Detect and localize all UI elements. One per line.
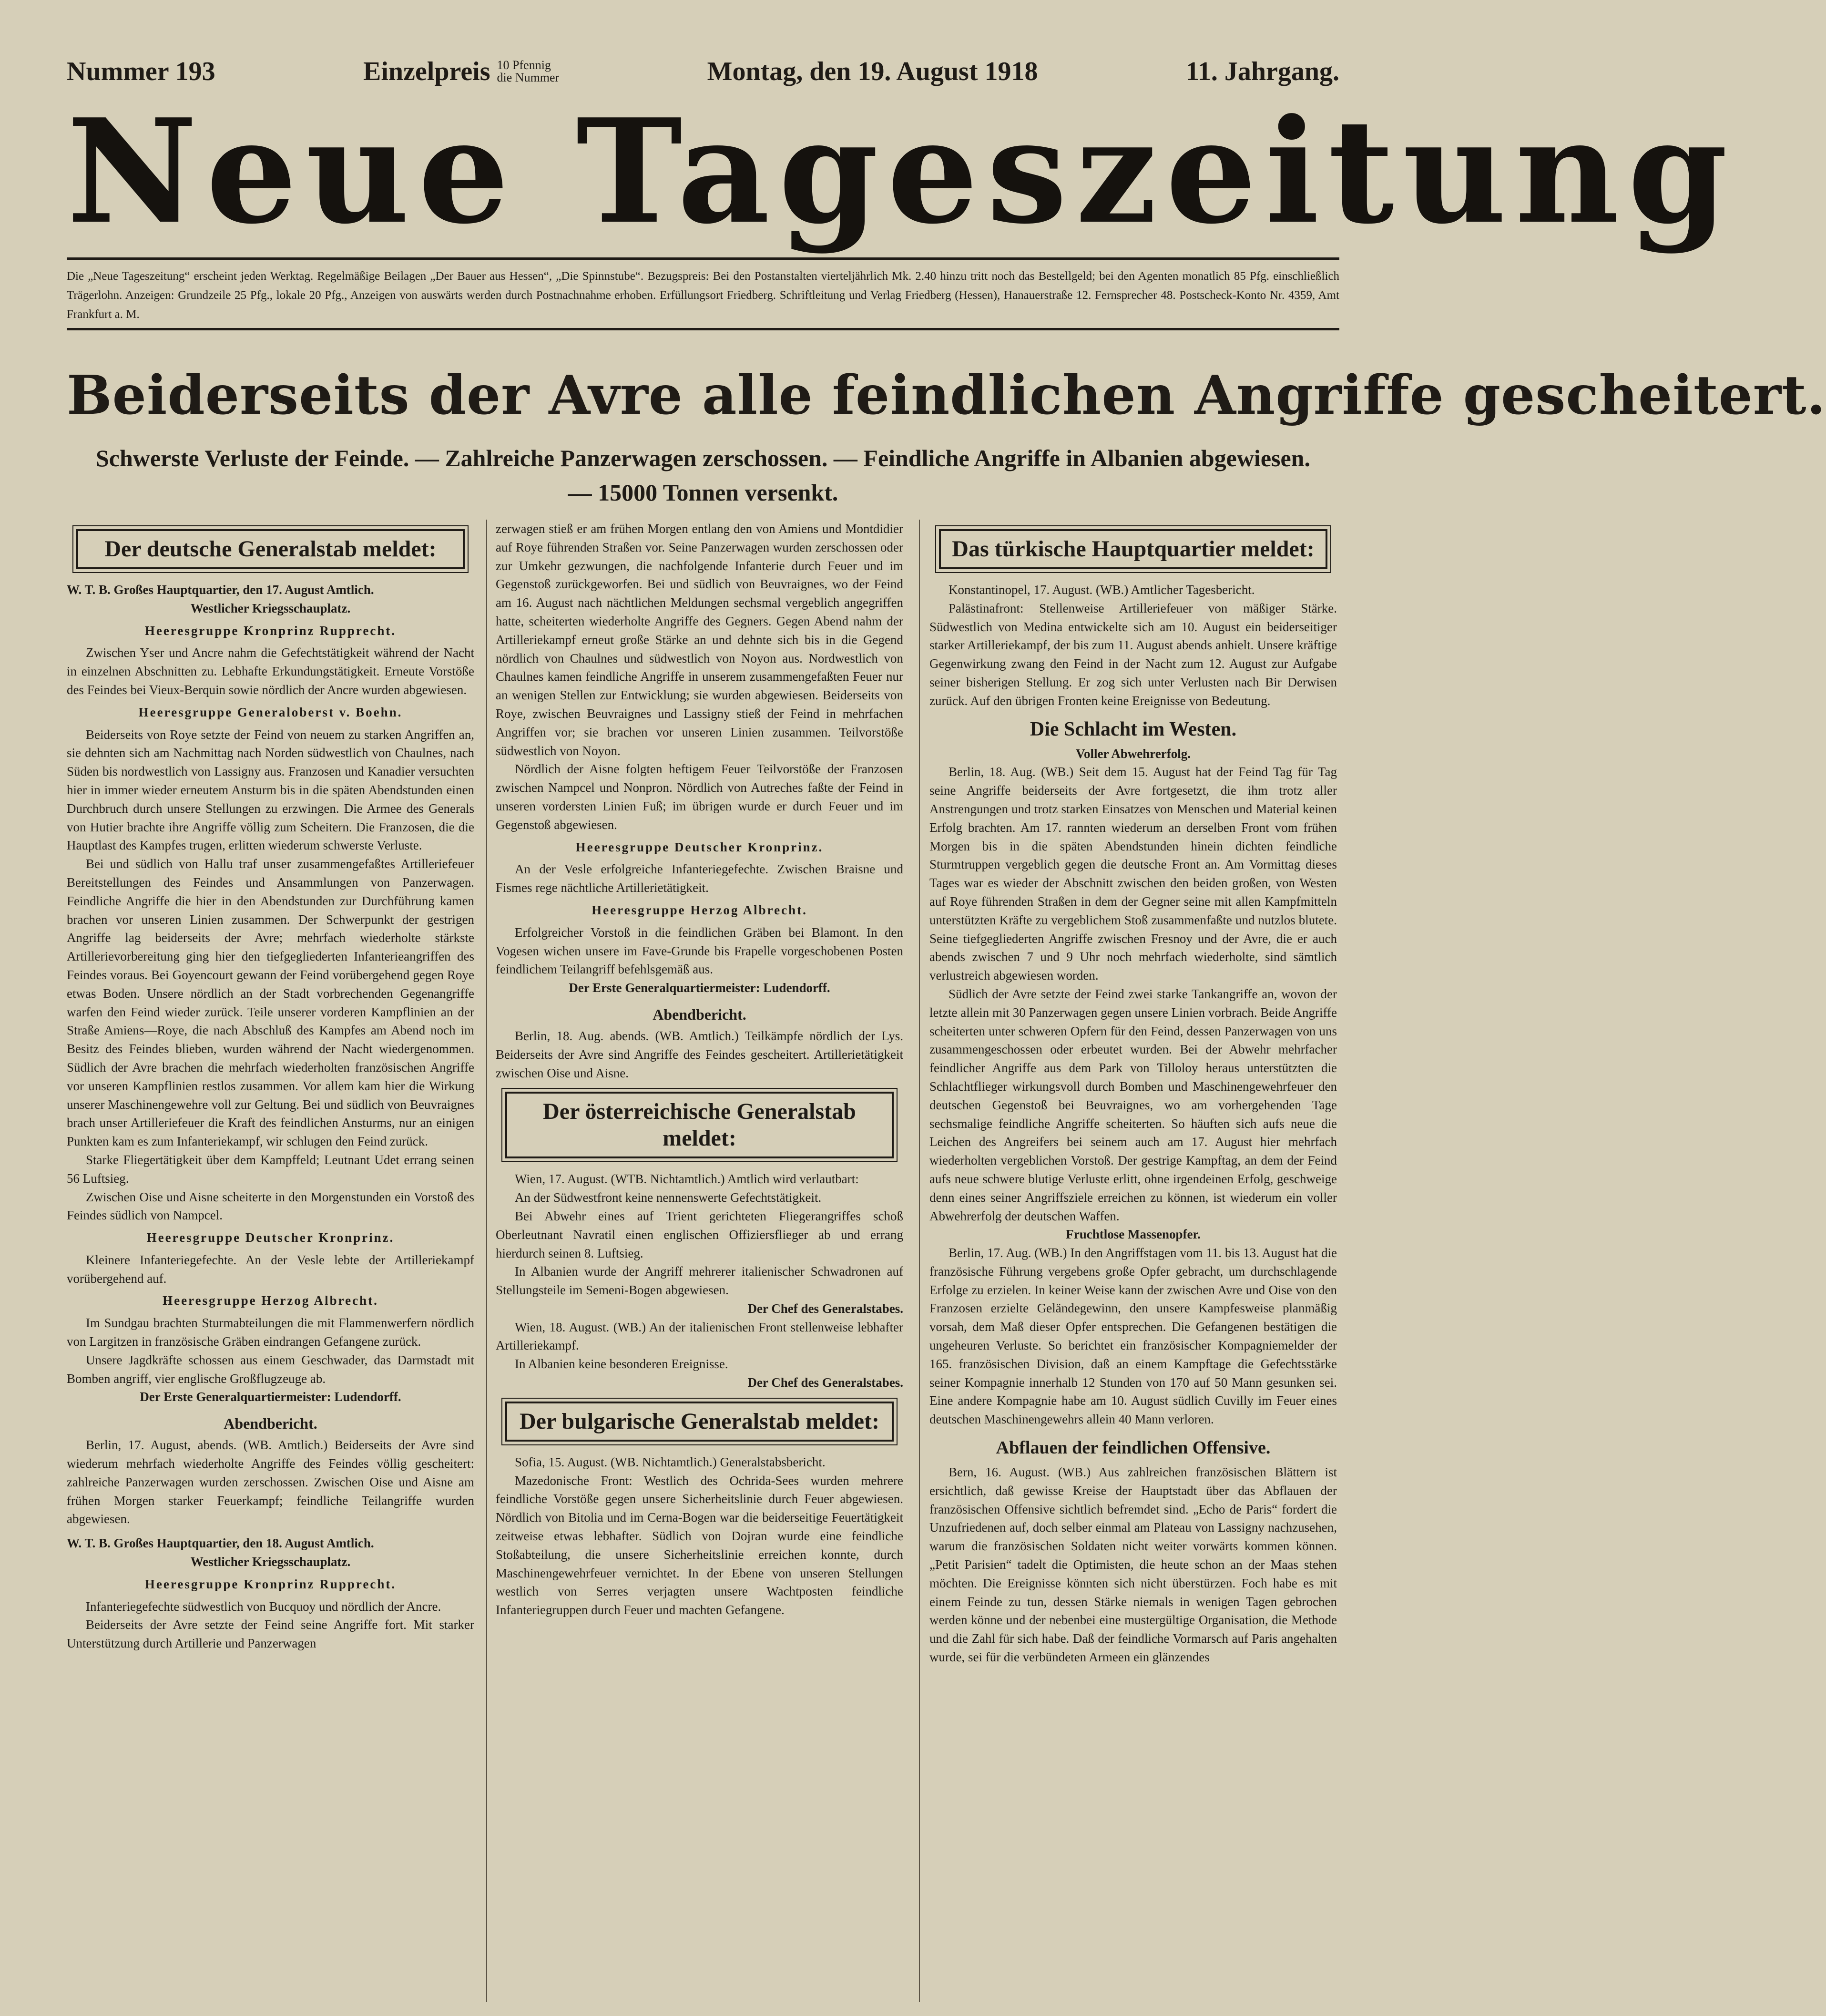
column-3 <box>929 520 1337 2002</box>
paragraph: Sofia, 15. August. (WB. Nichtamtlich.) Generalstabsbericht. <box>515 1454 826 1469</box>
theatre-heading: Westlicher Kriegsschauplatz. <box>190 1555 351 1569</box>
theatre-heading: Westlicher Kriegsschauplatz. <box>190 601 351 615</box>
paragraph: Starke Fliegertätigkeit über dem Kampffeld; Leutnant Udet errang seinen 56 Luftsieg. <box>67 1152 474 1186</box>
article-heading: Die Schlacht im Westen. <box>1030 718 1237 740</box>
price-label: Einzelpreis <box>363 57 490 86</box>
article-heading: Abflauen der feindlichen Offensive. <box>996 1438 1271 1458</box>
paragraph: Berlin, 17. August, abends. (WB. Amtlich.) Beiderseits der Avre sind wiederum mehrfach wiederholte Angriffe des Feindes völlig gescheitert: zahlreiche Panzerwagen wurden zerschossen. Zwischen Oise und Aisne am frühen Morgen starker Feuerkampf; feindliche Teilangriffe wurden abgewiesen. <box>67 1438 474 1526</box>
column-divider <box>919 520 920 2002</box>
section-box-bulgaria: Der bulgarische Generalstab meldet: <box>505 1402 894 1442</box>
paragraph: Zwischen Yser und Ancre nahm die Gefechtstätigkeit während der Nacht in einzelnen Abschnitten zu. Lebhafte Erkundungstätigkeit. Erneute Vorstöße des Feindes bei Vieux-Berquin sowie nördlich der Ancre wurden abgewiesen. <box>67 645 474 697</box>
paragraph: Berlin, 18. Aug. abends. (WB. Amtlich.) Teilkämpfe nördlich der Lys. Beiderseits der Avre sind Angriffe des Feindes gescheitert. Artillerietätigkeit zwischen Oise und Aisne. <box>496 1028 903 1080</box>
article-subheading: Voller Abwehrerfolg. <box>1076 746 1191 761</box>
section-box-turkey: Das türkische Hauptquartier meldet: <box>939 529 1327 569</box>
signature: Der Chef des Generalstabes. <box>747 1301 903 1316</box>
paragraph: Wien, 17. August. (WTB. Nichtamtlich.) Amtlich wird verlautbart: <box>515 1172 859 1187</box>
paragraph: In Albanien wurde der Angriff mehrerer italienischer Schwadronen auf Stellungsteile im Semeni-Bogen abgewiesen. <box>496 1264 903 1298</box>
signature: Der Erste Generalquartiermeister: Ludendorff. <box>569 981 830 995</box>
signature: Der Erste Generalquartiermeister: Ludendorff. <box>140 1390 401 1404</box>
column-2 <box>496 520 903 2002</box>
column-1 <box>67 520 474 2002</box>
paragraph: Im Sundgau brachten Sturmabteilungen die mit Flammenwerfern nördlich von Largitzen in französische Gräben eindrangen Gefangene zurück. <box>67 1316 474 1349</box>
signature: Der Chef des Generalstabes. <box>747 1375 903 1390</box>
army-group-heading: Heeresgruppe Herzog Albrecht. <box>163 1293 378 1308</box>
paragraph: Berlin, 18. Aug. (WB.) Seit dem 15. August hat der Feind Tag für Tag seine Angriffe beiderseits der Avre fortgesetzt, die ihm trotz aller Anstrengungen und trotz starken Einsatzes von Menschen und Material keinen Erfolg brachten. Am 17. rannten wiederum an derselben Front vom frühen Morgen bis in die späten Abendstunden hinein dichten feindliche Sturmtruppen vergeblich gegen die deutsche Front an. Am Vormittag dieses Tages war es wieder der Abschnitt zwischen den beiden großen, von Westen auf Roye führenden Straßen in dem der Gegner seine mit allen Kampfmitteln unterstützten Kräfte zu vergeblichem Stoß zusammenfaßte und nutzlos blutete. Seine tiefgegliederten Angriffe zwischen Fresnoy und der Avre, die er auch abends zwischen 7 und 9 Uhr noch mehrfach wiederholte, sind sämtlich verlustreich abgewiesen worden. <box>929 765 1337 983</box>
dateline: W. T. B. Großes Hauptquartier, den 18. August Amtlich. <box>67 1536 374 1551</box>
newspaper-title: Neue Tageszeitung <box>67 87 1736 256</box>
section-box-german: Der deutsche Generalstab meldet: <box>76 529 465 569</box>
paragraph: Zwischen Oise und Aisne scheiterte in den Morgenstunden ein Vorstoß des Feindes südlich von Nampcel. <box>67 1189 474 1223</box>
sub-headline: Schwerste Verluste der Feinde. — Zahlreiche Panzerwagen zerschossen. — Feindliche Angriffe in Albanien abgewiesen. — 15000 Tonnen versenkt. <box>96 445 1310 506</box>
main-headline: Beiderseits der Avre alle feindlichen Angriffe gescheitert. <box>67 364 1826 427</box>
divider-rule <box>67 328 1339 330</box>
divider-rule <box>67 257 1339 260</box>
evening-report-heading: Abendbericht. <box>224 1415 317 1433</box>
paragraph: Kleinere Infanteriegefechte. An der Vesle lebte der Artilleriekampf vorübergehend auf. <box>67 1252 474 1286</box>
paragraph: zerwagen stieß er am frühen Morgen entlang den von Amiens und Montdidier auf Roye führenden Straßen vor. Seine Panzerwagen wurden zerschossen oder zur Umkehr gezwungen, die nachfolgende Infanterie durch Feuer und im Gegenstoß zurückgeworfen. Bei und südlich von Beuvraignes, wo der Feind am 16. August nach nächtlichen Meldungen sechsmal vergeblich angegriffen hatte, scheiterten wiederholte Angriffe des Gegners. Gegen Abend nahm der Artilleriekampf erneut große Stärke an und dehnte sich bis in die Gegend nördlich von Chaulnes und südwestlich von Noyon aus. Nordwestlich von Chaulnes kamen feindliche Angriffe in unserem zusammengefaßten Feuer nur an wenigen Stellen zur Entwicklung; sie wurden abgewiesen. Beiderseits von Roye, zwischen Beuvraignes und Lassigny stieß der Feind in mehrfachen Angriffen vor; sie brachen vor unseren Linien zusammen. Teilvorstöße südwestlich von Noyon. <box>496 522 903 758</box>
publication-info: Die „Neue Tageszeitung“ erscheint jeden Werktag. Regelmäßige Beilagen „Der Bauer aus Hessen“, „Die Spinnstube“. Bezugspreis: Bei den Postanstalten vierteljährlich Mk. 2.40 hinzu tritt noch das Bestellgeld; bei den Agenten monatlich 85 Pfg. einschließlich Trägerlohn. Anzeigen: Grundzeile 25 Pfg., lokale 20 Pfg., Anzeigen von auswärts werden durch Postnachnahme erhoben. Erfüllungsort Friedberg. Schriftleitung und Verlag Friedberg (Hessen), Hanauerstraße 12. Fernsprecher 48. Postscheck-Konto Nr. 4359, Amt Frankfurt a. M. <box>67 270 1339 321</box>
paragraph: Konstantinopel, 17. August. (WB.) Amtlicher Tagesbericht. <box>949 583 1255 597</box>
army-group-heading: Heeresgruppe Herzog Albrecht. <box>592 902 807 917</box>
paragraph: Unsere Jagdkräfte schossen aus einem Geschwader, das Darmstadt mit Bomben angriff, vier englische Großflugzeuge ab. <box>67 1352 474 1386</box>
section-box-austria: Der österreichische Generalstab meldet: <box>505 1092 894 1158</box>
paragraph: An der Südwestfront keine nennenswerte Gefechtstätigkeit. <box>515 1190 822 1205</box>
army-group-heading: Heeresgruppe Generaloberst v. Boehn. <box>138 705 403 719</box>
volume: 11. Jahrgang. <box>1185 57 1339 86</box>
article-subheading: Fruchtlose Massenopfer. <box>1066 1227 1201 1242</box>
paragraph: Wien, 18. August. (WB.) An der italienischen Front stellenweise lebhafter Artilleriekampf. <box>496 1320 903 1353</box>
paragraph: Beiderseits von Roye setzte der Feind von neuem zu starken Angriffen an, sie dehnten sich am Nachmittag nach Norden südwestlich von Chaulnes, nach Süden bis nordwestlich von Lassigny aus. Franzosen und Kanadier versuchten hier in immer wieder erneutem Ansturm bis in die späten Abendstunden einen Durchbruch durch unsere Stellungen zu erzwingen. Die Armee des Generals von Hutier brachte ihre Angriffe völlig zum Scheitern. Die Franzosen, die die Hauptlast des Kampfes trugen, erlitten wiederum schwerste Verluste. <box>67 727 474 853</box>
paragraph: In Albanien keine besonderen Ereignisse. <box>515 1357 728 1371</box>
paragraph: Bei Abwehr eines auf Trient gerichteten Fliegerangriffes schoß Oberleutnant Navratil einen englischen Offiziersflieger ab und errang hierdurch seinen 8. Luftsieg. <box>496 1208 903 1260</box>
paragraph: Berlin, 17. Aug. (WB.) In den Angriffstagen vom 11. bis 13. August hat die französische Führung vergebens große Opfer gebracht, um durchschlagende Erfolge zu erzielen. In keiner Weise kann der zwischen Avre und Oise von den Franzosen erzielte Geländegewinn, den unsere Kampfesweise planmäßig vorsah, dem Maß dieser Opfer entsprechen. Die Gefangenen bestätigen die ungeheuren Verluste. So berichtet ein französischer Kompagniemelder der 165. französischen Division, daß an einem Kampftage die Gefechtsstärke seiner Kompagnie innerhalb 12 Stunden von 170 auf 50 Mann gesunken sei. Eine andere Kompagnie habe am 10. August südlich Cuvilly im Feuer eines deutschen Maschinengewehrs allein 40 Mann verloren. <box>929 1246 1337 1427</box>
paragraph: Palästinafront: Stellenweise Artilleriefeuer von mäßiger Stärke. Südwestlich von Medina entwickelte sich am 10. August ein beiderseitiger starker Artilleriekampf, der bis zum 11. August abends anhielt. Unsere kräftige Gegenwirkung zwang den Feind in der Nacht zum 12. August zur Aufgabe seiner bisherigen Stellung. Er zog sich unter Verlusten nach Bir Derwisen zurück. Auf den übrigen Fronten keine Ereignisse von Bedeutung. <box>929 601 1337 708</box>
paragraph: Infanteriegefechte südwestlich von Bucquoy und nördlich der Ancre. <box>86 1599 441 1614</box>
army-group-heading: Heeresgruppe Deutscher Kronprinz. <box>575 839 824 854</box>
paragraph: Erfolgreicher Vorstoß in die feindlichen Gräben bei Blamont. In den Vogesen wichen unsere im Fave-Grunde bis Frapelle vorgeschobenen Posten feindlichem Teilangriff befehlsgemäß aus. <box>496 925 903 977</box>
army-group-heading: Heeresgruppe Kronprinz Rupprecht. <box>144 1576 397 1591</box>
paragraph: Bei und südlich von Hallu traf unser zusammengefaßtes Artilleriefeuer Bereitstellungen des Feindes und Ansammlungen von Panzerwagen. Feindliche Angriffe die hier in den Abendstunden zur Durchführung kamen brachen vor unseren Linien zusammen. Der Schwerpunkt der gestrigen Angriffe lag beiderseits der Avre; mehrfach wiederholte stärkste Artillerievorbereitung ging hier den tiefgegliederten Infanterieangriffen des Feindes voraus. Bei Goyencourt gewann der Feind vorübergehend gegen Roye etwas Boden. Unsere nördlich an der Stadt vorbrechenden Gegenangriffe warfen den Feind wieder zurück. Teile unserer vorderen Kampflinien an der Straße Amiens—Roye, die nach Abschluß des Kampfes am Abend noch im Besitz des Feindes blieben, wurden während der Nacht wiedergenommen. Südlich der Avre brachen die mehrfach wiederholten französischen Angriffe vor unseren Kampflinien restlos zusammen. Vor allem kam hier die Wirkung unserer Maschinengewehre voll zur Geltung. Bei und südlich von Beuvraignes brach unser Artilleriefeuer die Kraft des feindlichen Ansturms, nur an einigen Punkten kam es zum Infanteriekampf, wir schlugen den Feind zurück. <box>67 857 474 1149</box>
paragraph: Beiderseits der Avre setzte der Feind seine Angriffe fort. Mit starker Unterstützung durch Artillerie und Panzerwagen <box>67 1617 474 1651</box>
paragraph: An der Vesle erfolgreiche Infanteriegefechte. Zwischen Braisne und Fismes rege nächtliche Artillerietätigkeit. <box>496 862 903 895</box>
price-block <box>363 56 559 87</box>
issue-date: Montag, den 19. August 1918 <box>707 57 1038 86</box>
column-divider <box>486 520 487 2002</box>
paragraph: Bern, 16. August. (WB.) Aus zahlreichen französischen Blättern ist ersichtlich, daß gewisse Kreise der Hauptstadt über das Abflauen der französischen Offensive sichtlich befremdet sind. „Echo de Paris“ fordert die Unzufriedenen auf, doch selber einmal am Plateau von Lassigny nachzusehen, warum die französischen Soldaten nicht weiter vorwärts kommen können. „Petit Parisien“ tadelt die Optimisten, die heute schon an der Maas stehen möchten. Die Ereignisse könnten sich nicht überstürzen. Foch habe es mit einem Feinde zu tun, dessen Stärke niemals in wenigen Tagen gebrochen werden könne und der nebenbei eine mustergültige Organisation, die Methode und die Zahl für sich habe. Daß der feindliche Vormarsch auf Paris angehalten wurde, sei für die verbündeten Armeen ein glänzendes <box>929 1465 1337 1665</box>
paragraph: Südlich der Avre setzte der Feind zwei starke Tankangriffe an, wovon der letzte allein mit 30 Panzerwagen gegen unsere Linien vorbrach. Beide Angriffe scheiterten unter schweren Opfern für den Feind, dessen Panzerwagen von uns zusammengeschossen oder erbeutet wurden. Bei der Abwehr mehrfacher feindlicher Angriffe aus dem Park von Tilloloy heraus unterstützten die Schlachtflieger wirkungsvoll durch Bomben und Maschinengewehrfeuer den deutschen Gegenstoß bei Beuvraignes, wo am vorhergehenden Tage sechsmalige feindliche Angriffe scheiterten. So häuften sich aufs neue die Leichen des Angreifers bei seinem auch am 17. August hier mehrfach wiederholten vergeblichen Vorstoß. Der gestrige Kampftag, an dem der Feind aufs neue schwere blutige Verluste erlitt, ohne irgendeinen Erfolg, geschweige denn eines seiner Angriffsziele erreichen zu können, ist wiederum ein voller Abwehrerfolg der deutschen Waffen. <box>929 986 1337 1223</box>
army-group-heading: Heeresgruppe Kronprinz Rupprecht. <box>144 623 397 638</box>
masthead-topline <box>67 52 1339 91</box>
paragraph: Nördlich der Aisne folgten heftigem Feuer Teilvorstöße der Franzosen zwischen Nampcel und Nonpron. Nördlich von Autreches faßte der Feind in unseren vordersten Linien Fuß; im übrigen wurde er durch Feuer und im Gegenstoß abgewiesen. <box>496 762 903 832</box>
dateline: W. T. B. Großes Hauptquartier, den 17. August Amtlich. <box>67 583 374 597</box>
issue-number: Nummer 193 <box>67 57 215 86</box>
evening-report-heading: Abendbericht. <box>653 1005 746 1023</box>
price-small: 10 Pfennig die Nummer <box>497 58 560 84</box>
paragraph: Mazedonische Front: Westlich des Ochrida-Sees wurden mehrere feindliche Vorstöße gegen unsere Sicherheitslinie durch Feuer abgewiesen. Nördlich von Bitolia und im Cerna-Bogen war die beiderseitige Feuertätigkeit zeitweise etwas lebhafter. Südlich von Dojran wurde eine feindliche Stoßabteilung, die unsere Sicherheitslinie erreichen konnte, durch Maschinengewehrfeuer vernichtet. In der Ebene von unseren Stellungen westlich von Serres verjagten unsere Wachtposten feindliche Infanteriegruppen durch Feuer und machten Gefangene. <box>496 1473 903 1617</box>
army-group-heading: Heeresgruppe Deutscher Kronprinz. <box>146 1230 395 1245</box>
